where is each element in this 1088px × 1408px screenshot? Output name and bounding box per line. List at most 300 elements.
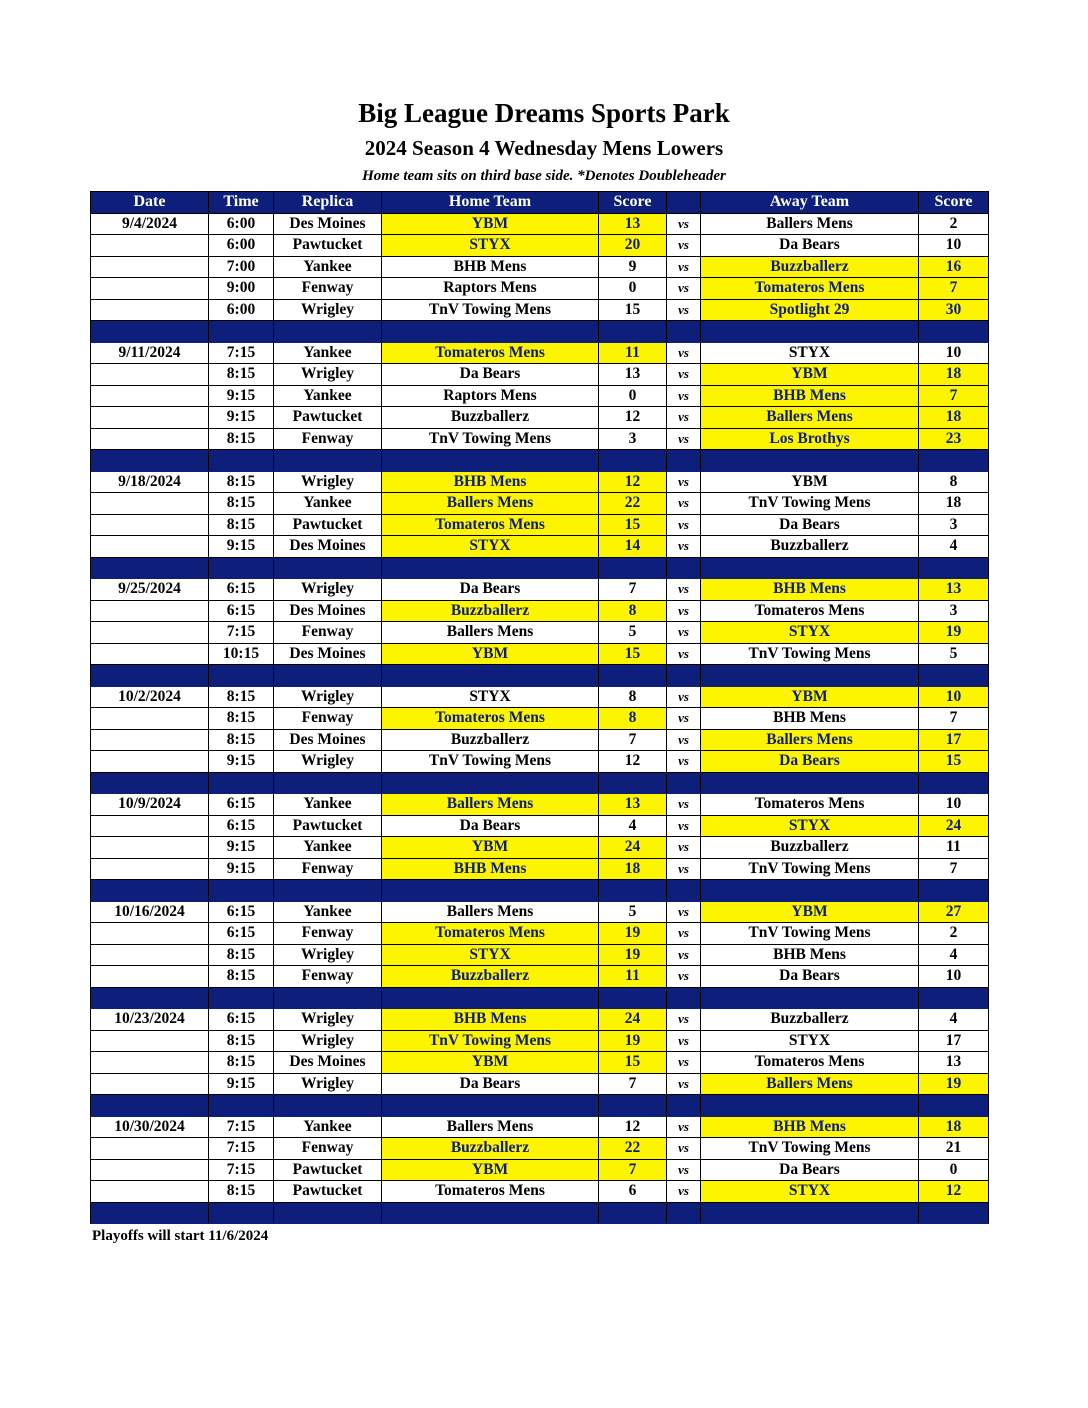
home-score: 13: [599, 213, 667, 235]
separator-cell: [382, 1095, 599, 1117]
game-field: Yankee: [274, 493, 382, 515]
vs-label: vs: [667, 1116, 701, 1138]
home-team: Raptors Mens: [382, 385, 599, 407]
home-score: 12: [599, 471, 667, 493]
away-score: 21: [919, 1138, 989, 1160]
separator-cell: [667, 1095, 701, 1117]
away-team: Ballers Mens: [701, 213, 919, 235]
away-team: Spotlight 29: [701, 299, 919, 321]
away-score: 15: [919, 751, 989, 773]
vs-label: vs: [667, 493, 701, 515]
week-separator: [91, 880, 989, 902]
separator-cell: [209, 450, 274, 472]
game-field: Fenway: [274, 858, 382, 880]
game-date: [91, 364, 209, 386]
game-time: 9:15: [209, 858, 274, 880]
game-time: 8:15: [209, 471, 274, 493]
away-team: Tomateros Mens: [701, 600, 919, 622]
vs-label: vs: [667, 686, 701, 708]
separator-cell: [209, 665, 274, 687]
vs-label: vs: [667, 901, 701, 923]
home-team: STYX: [382, 686, 599, 708]
away-score: 7: [919, 858, 989, 880]
away-team: Ballers Mens: [701, 407, 919, 429]
away-team: BHB Mens: [701, 944, 919, 966]
away-team: BHB Mens: [701, 579, 919, 601]
game-row: [91, 364, 989, 386]
home-score: 14: [599, 536, 667, 558]
separator-cell: [667, 772, 701, 794]
vs-label: vs: [667, 966, 701, 988]
away-team: Da Bears: [701, 966, 919, 988]
away-score: 8: [919, 471, 989, 493]
vs-label: vs: [667, 600, 701, 622]
game-time: 8:15: [209, 493, 274, 515]
away-score: 4: [919, 944, 989, 966]
away-team: YBM: [701, 471, 919, 493]
vs-label: vs: [667, 536, 701, 558]
separator-cell: [91, 1202, 209, 1224]
away-team: TnV Towing Mens: [701, 858, 919, 880]
game-field: Pawtucket: [274, 235, 382, 257]
header-row: [91, 192, 989, 214]
away-team: Da Bears: [701, 751, 919, 773]
home-team: Buzzballerz: [382, 729, 599, 751]
game-field: Yankee: [274, 385, 382, 407]
game-row: [91, 213, 989, 235]
away-team: TnV Towing Mens: [701, 493, 919, 515]
game-time: 9:15: [209, 536, 274, 558]
home-score: 8: [599, 686, 667, 708]
home-score: 4: [599, 815, 667, 837]
playoffs-note: Playoffs will start 11/6/2024: [92, 1228, 269, 1244]
game-time: 7:15: [209, 622, 274, 644]
separator-cell: [919, 321, 989, 343]
separator-cell: [209, 557, 274, 579]
home-score: 8: [599, 708, 667, 730]
away-score: 10: [919, 966, 989, 988]
separator-cell: [91, 772, 209, 794]
week-separator: [91, 987, 989, 1009]
game-date: [91, 493, 209, 515]
game-field: Yankee: [274, 794, 382, 816]
home-score: 22: [599, 493, 667, 515]
header-home-score: Score: [599, 192, 667, 214]
game-date: [91, 751, 209, 773]
header-replica: Replica: [274, 192, 382, 214]
separator-cell: [599, 321, 667, 343]
schedule-table: [90, 191, 989, 1224]
away-team: TnV Towing Mens: [701, 1138, 919, 1160]
game-row: [91, 1009, 989, 1031]
game-row: [91, 1030, 989, 1052]
separator-cell: [91, 321, 209, 343]
home-team: BHB Mens: [382, 858, 599, 880]
game-time: 9:15: [209, 751, 274, 773]
vs-label: vs: [667, 643, 701, 665]
game-time: 8:15: [209, 1030, 274, 1052]
game-time: 7:15: [209, 1159, 274, 1181]
game-field: Wrigley: [274, 1030, 382, 1052]
game-time: 6:15: [209, 1009, 274, 1031]
home-score: 5: [599, 901, 667, 923]
home-score: 12: [599, 1116, 667, 1138]
game-field: Yankee: [274, 1116, 382, 1138]
away-score: 12: [919, 1181, 989, 1203]
game-row: [91, 643, 989, 665]
game-date: [91, 536, 209, 558]
away-score: 2: [919, 923, 989, 945]
game-date: [91, 708, 209, 730]
game-field: Pawtucket: [274, 815, 382, 837]
vs-label: vs: [667, 1030, 701, 1052]
separator-cell: [209, 1202, 274, 1224]
game-field: Fenway: [274, 428, 382, 450]
away-score: 17: [919, 729, 989, 751]
home-score: 0: [599, 278, 667, 300]
game-date: [91, 235, 209, 257]
game-field: Yankee: [274, 901, 382, 923]
home-team: YBM: [382, 1159, 599, 1181]
separator-cell: [274, 665, 382, 687]
home-team: Da Bears: [382, 815, 599, 837]
away-team: Tomateros Mens: [701, 278, 919, 300]
game-time: 8:15: [209, 514, 274, 536]
away-score: 27: [919, 901, 989, 923]
game-field: Yankee: [274, 256, 382, 278]
vs-label: vs: [667, 1159, 701, 1181]
vs-label: vs: [667, 837, 701, 859]
header-time: Time: [209, 192, 274, 214]
game-time: 9:15: [209, 385, 274, 407]
separator-cell: [919, 1202, 989, 1224]
game-time: 8:15: [209, 966, 274, 988]
home-team: YBM: [382, 1052, 599, 1074]
vs-label: vs: [667, 278, 701, 300]
game-row: [91, 1052, 989, 1074]
away-team: YBM: [701, 901, 919, 923]
home-team: YBM: [382, 837, 599, 859]
game-field: Fenway: [274, 966, 382, 988]
header-date: Date: [91, 192, 209, 214]
away-score: 18: [919, 493, 989, 515]
away-score: 4: [919, 1009, 989, 1031]
home-team: Da Bears: [382, 579, 599, 601]
separator-cell: [667, 880, 701, 902]
separator-cell: [599, 772, 667, 794]
game-date: [91, 944, 209, 966]
game-date: [91, 858, 209, 880]
away-team: TnV Towing Mens: [701, 923, 919, 945]
home-team: Ballers Mens: [382, 794, 599, 816]
away-score: 3: [919, 514, 989, 536]
game-row: [91, 579, 989, 601]
home-team: Buzzballerz: [382, 407, 599, 429]
separator-cell: [91, 557, 209, 579]
game-date: 10/23/2024: [91, 1009, 209, 1031]
game-row: [91, 278, 989, 300]
game-date: [91, 966, 209, 988]
separator-cell: [382, 450, 599, 472]
game-time: 9:15: [209, 407, 274, 429]
vs-label: vs: [667, 299, 701, 321]
home-team: Tomateros Mens: [382, 708, 599, 730]
away-score: 30: [919, 299, 989, 321]
game-time: 6:15: [209, 815, 274, 837]
separator-cell: [91, 1095, 209, 1117]
separator-cell: [701, 321, 919, 343]
game-row: [91, 1138, 989, 1160]
game-field: Wrigley: [274, 471, 382, 493]
game-row: [91, 837, 989, 859]
away-score: 4: [919, 536, 989, 558]
home-team: Da Bears: [382, 364, 599, 386]
game-time: 6:15: [209, 600, 274, 622]
home-team: Tomateros Mens: [382, 514, 599, 536]
game-time: 9:15: [209, 1073, 274, 1095]
game-field: Wrigley: [274, 944, 382, 966]
home-score: 13: [599, 794, 667, 816]
away-score: 17: [919, 1030, 989, 1052]
week-separator: [91, 450, 989, 472]
vs-label: vs: [667, 815, 701, 837]
vs-label: vs: [667, 407, 701, 429]
separator-cell: [701, 772, 919, 794]
away-team: Da Bears: [701, 1159, 919, 1181]
separator-cell: [209, 321, 274, 343]
game-row: [91, 299, 989, 321]
home-team: TnV Towing Mens: [382, 299, 599, 321]
game-time: 8:15: [209, 944, 274, 966]
game-field: Pawtucket: [274, 514, 382, 536]
game-row: [91, 708, 989, 730]
game-field: Des Moines: [274, 600, 382, 622]
vs-label: vs: [667, 708, 701, 730]
home-team: TnV Towing Mens: [382, 751, 599, 773]
away-team: Tomateros Mens: [701, 1052, 919, 1074]
separator-cell: [919, 772, 989, 794]
away-score: 18: [919, 1116, 989, 1138]
game-time: 9:00: [209, 278, 274, 300]
separator-cell: [91, 450, 209, 472]
game-time: 7:15: [209, 342, 274, 364]
separator-cell: [701, 557, 919, 579]
game-date: 9/25/2024: [91, 579, 209, 601]
home-score: 11: [599, 966, 667, 988]
home-team: STYX: [382, 944, 599, 966]
home-team: YBM: [382, 643, 599, 665]
game-date: [91, 256, 209, 278]
game-row: [91, 235, 989, 257]
away-team: TnV Towing Mens: [701, 643, 919, 665]
game-field: Des Moines: [274, 1052, 382, 1074]
game-field: Pawtucket: [274, 1159, 382, 1181]
home-team: Ballers Mens: [382, 1116, 599, 1138]
separator-cell: [599, 450, 667, 472]
game-time: 7:00: [209, 256, 274, 278]
game-date: [91, 428, 209, 450]
away-team: Buzzballerz: [701, 536, 919, 558]
game-date: [91, 622, 209, 644]
away-score: 10: [919, 686, 989, 708]
separator-cell: [667, 1202, 701, 1224]
game-field: Wrigley: [274, 686, 382, 708]
away-score: 3: [919, 600, 989, 622]
schedule-note: Home team sits on third base side. *Denotes Doubleheader: [362, 168, 726, 184]
away-score: 19: [919, 1073, 989, 1095]
separator-cell: [91, 665, 209, 687]
game-row: [91, 1181, 989, 1203]
away-team: Tomateros Mens: [701, 794, 919, 816]
game-time: 8:15: [209, 364, 274, 386]
game-time: 6:15: [209, 923, 274, 945]
game-time: 6:00: [209, 235, 274, 257]
vs-label: vs: [667, 213, 701, 235]
home-score: 24: [599, 1009, 667, 1031]
away-score: 7: [919, 385, 989, 407]
game-date: 9/18/2024: [91, 471, 209, 493]
away-score: 18: [919, 407, 989, 429]
away-score: 13: [919, 1052, 989, 1074]
away-team: YBM: [701, 364, 919, 386]
home-score: 18: [599, 858, 667, 880]
home-score: 7: [599, 729, 667, 751]
game-field: Des Moines: [274, 213, 382, 235]
game-time: 6:15: [209, 794, 274, 816]
page-subtitle: 2024 Season 4 Wednesday Mens Lowers: [364, 136, 724, 160]
vs-label: vs: [667, 514, 701, 536]
away-score: 18: [919, 364, 989, 386]
game-date: [91, 600, 209, 622]
game-field: Fenway: [274, 1138, 382, 1160]
away-team: BHB Mens: [701, 708, 919, 730]
separator-cell: [382, 772, 599, 794]
home-team: BHB Mens: [382, 471, 599, 493]
separator-cell: [919, 665, 989, 687]
home-team: Buzzballerz: [382, 1138, 599, 1160]
game-date: 10/16/2024: [91, 901, 209, 923]
away-team: STYX: [701, 342, 919, 364]
vs-label: vs: [667, 471, 701, 493]
away-score: 13: [919, 579, 989, 601]
game-field: Pawtucket: [274, 1181, 382, 1203]
separator-cell: [382, 1202, 599, 1224]
vs-label: vs: [667, 751, 701, 773]
separator-cell: [382, 321, 599, 343]
separator-cell: [701, 1202, 919, 1224]
vs-label: vs: [667, 1138, 701, 1160]
home-team: Da Bears: [382, 1073, 599, 1095]
home-score: 15: [599, 1052, 667, 1074]
separator-cell: [667, 665, 701, 687]
game-field: Wrigley: [274, 1009, 382, 1031]
game-date: [91, 815, 209, 837]
game-field: Fenway: [274, 622, 382, 644]
separator-cell: [382, 880, 599, 902]
game-row: [91, 256, 989, 278]
vs-label: vs: [667, 364, 701, 386]
home-team: Buzzballerz: [382, 966, 599, 988]
vs-label: vs: [667, 1052, 701, 1074]
game-time: 8:15: [209, 1181, 274, 1203]
game-row: [91, 600, 989, 622]
game-row: [91, 794, 989, 816]
away-team: STYX: [701, 1181, 919, 1203]
away-score: 10: [919, 794, 989, 816]
game-field: Fenway: [274, 278, 382, 300]
game-field: Wrigley: [274, 1073, 382, 1095]
home-team: Raptors Mens: [382, 278, 599, 300]
game-time: 8:15: [209, 1052, 274, 1074]
game-date: 10/9/2024: [91, 794, 209, 816]
game-row: [91, 858, 989, 880]
game-date: [91, 643, 209, 665]
separator-cell: [274, 1202, 382, 1224]
home-team: Ballers Mens: [382, 622, 599, 644]
game-date: [91, 923, 209, 945]
game-row: [91, 514, 989, 536]
vs-label: vs: [667, 342, 701, 364]
separator-cell: [919, 1095, 989, 1117]
game-row: [91, 923, 989, 945]
separator-cell: [209, 880, 274, 902]
away-score: 24: [919, 815, 989, 837]
game-time: 6:15: [209, 901, 274, 923]
vs-label: vs: [667, 944, 701, 966]
game-row: [91, 471, 989, 493]
week-separator: [91, 1202, 989, 1224]
away-score: 10: [919, 342, 989, 364]
separator-cell: [701, 665, 919, 687]
separator-cell: [919, 987, 989, 1009]
game-row: [91, 407, 989, 429]
game-field: Wrigley: [274, 299, 382, 321]
page-title: Big League Dreams Sports Park: [358, 98, 730, 128]
vs-label: vs: [667, 858, 701, 880]
game-date: 10/2/2024: [91, 686, 209, 708]
away-team: BHB Mens: [701, 385, 919, 407]
game-time: 8:15: [209, 428, 274, 450]
home-score: 6: [599, 1181, 667, 1203]
game-date: [91, 1052, 209, 1074]
game-date: [91, 407, 209, 429]
vs-label: vs: [667, 579, 701, 601]
separator-cell: [274, 987, 382, 1009]
game-row: [91, 944, 989, 966]
game-row: [91, 428, 989, 450]
separator-cell: [701, 1095, 919, 1117]
vs-label: vs: [667, 794, 701, 816]
home-score: 9: [599, 256, 667, 278]
home-team: Tomateros Mens: [382, 923, 599, 945]
home-score: 7: [599, 1159, 667, 1181]
home-team: Buzzballerz: [382, 600, 599, 622]
week-separator: [91, 1095, 989, 1117]
game-field: Fenway: [274, 923, 382, 945]
separator-cell: [91, 987, 209, 1009]
game-field: Des Moines: [274, 536, 382, 558]
separator-cell: [274, 450, 382, 472]
vs-label: vs: [667, 428, 701, 450]
separator-cell: [274, 880, 382, 902]
separator-cell: [274, 1095, 382, 1117]
home-score: 3: [599, 428, 667, 450]
game-time: 6:00: [209, 299, 274, 321]
game-field: Des Moines: [274, 643, 382, 665]
separator-cell: [599, 987, 667, 1009]
separator-cell: [274, 557, 382, 579]
separator-cell: [274, 772, 382, 794]
